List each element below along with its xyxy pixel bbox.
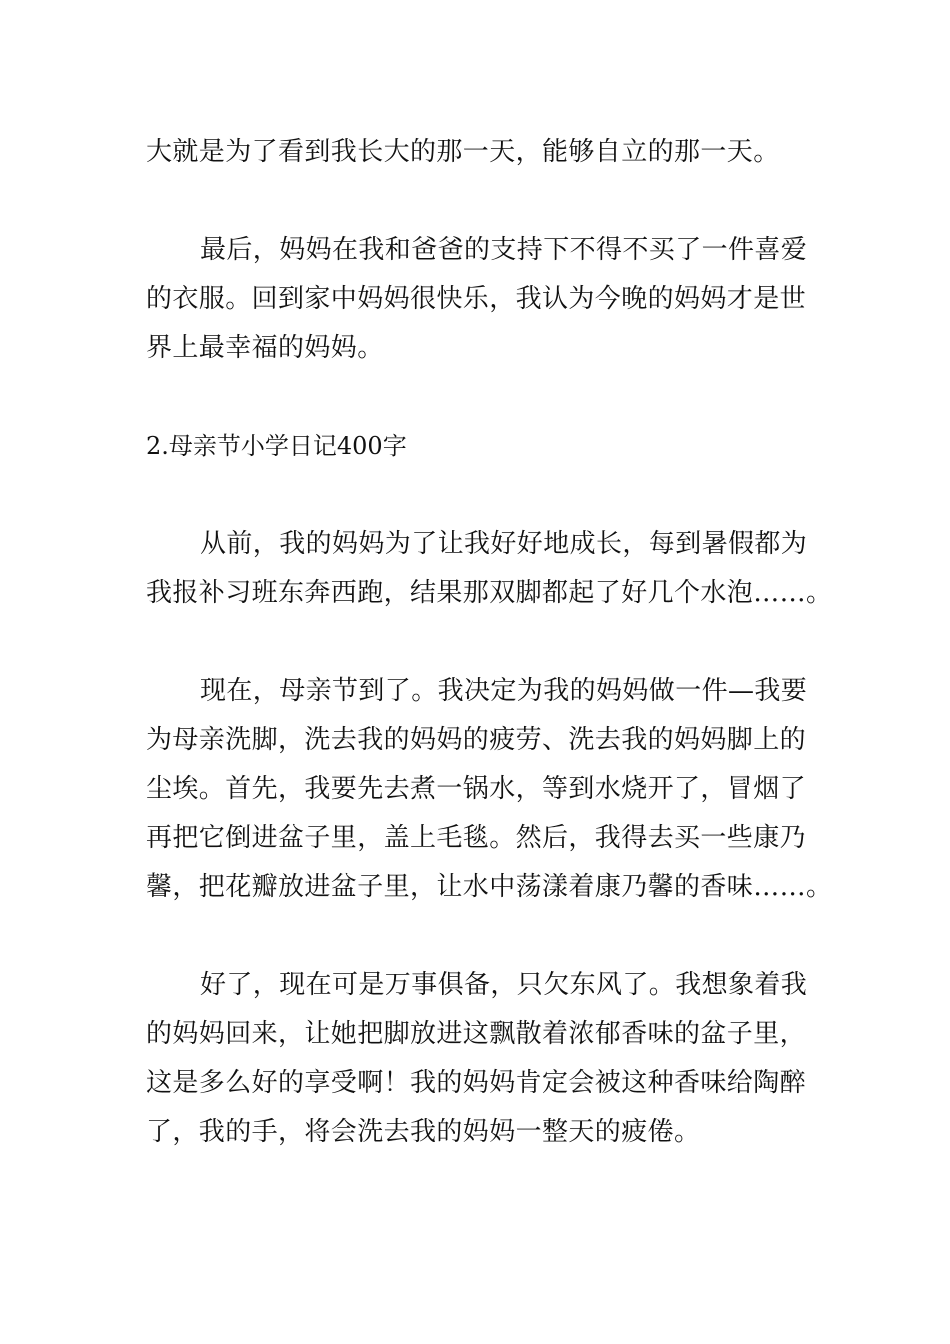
text-line: 从前，我的妈妈为了让我好好地成长，每到暑假都为 bbox=[200, 529, 808, 559]
paragraph-past bbox=[146, 520, 833, 618]
text-line: 好了，现在可是万事俱备，只欠东风了。我想象着我 bbox=[200, 970, 808, 1000]
text-line: 现在，母亲节到了。我决定为我的妈妈做一件—我要 bbox=[200, 676, 808, 706]
paragraph-gap bbox=[146, 912, 810, 961]
text-line: 为母亲洗脚，洗去我的妈妈的疲劳、洗去我的妈妈脚上的 bbox=[146, 725, 807, 755]
section-heading bbox=[146, 422, 810, 471]
paragraph-ready bbox=[146, 961, 810, 1157]
text-line: 的妈妈回来，让她把脚放进这飘散着浓郁香味的盆子里， bbox=[146, 1019, 807, 1049]
text-line: 尘埃。首先，我要先去煮一锅水，等到水烧开了，冒烟了 bbox=[146, 774, 807, 804]
text-line: 的衣服。回到家中妈妈很快乐，我认为今晚的妈妈才是世 bbox=[146, 284, 807, 314]
paragraph-gap bbox=[146, 471, 810, 520]
text-line: 界上最幸福的妈妈。 bbox=[146, 333, 384, 363]
paragraph-continuation bbox=[146, 128, 810, 177]
paragraph-mothers-day bbox=[146, 667, 833, 912]
text-line: 我报补习班东奔西跑，结果那双脚都起了好几个水泡……。 bbox=[146, 578, 833, 608]
text-line: 最后，妈妈在我和爸爸的支持下不得不买了一件喜爱 bbox=[200, 235, 808, 265]
document-page bbox=[146, 128, 833, 1157]
section-title: 2.母亲节小学日记400字 bbox=[146, 432, 407, 460]
paragraph-gap bbox=[146, 618, 810, 667]
text-line: 再把它倒进盆子里，盖上毛毯。然后，我得去买一些康乃 bbox=[146, 823, 807, 853]
text-line: 了，我的手，将会洗去我的妈妈一整天的疲倦。 bbox=[146, 1117, 701, 1147]
paragraph-gap bbox=[146, 177, 810, 226]
paragraph-mother-clothes bbox=[146, 226, 810, 373]
text-line: 大就是为了看到我长大的那一天，能够自立的那一天。 bbox=[146, 137, 780, 167]
text-line: 这是多么好的享受啊！我的妈妈肯定会被这种香味给陶醉 bbox=[146, 1068, 807, 1098]
text-line: 馨，把花瓣放进盆子里，让水中荡漾着康乃馨的香味……。 bbox=[146, 872, 833, 902]
paragraph-gap bbox=[146, 373, 810, 422]
